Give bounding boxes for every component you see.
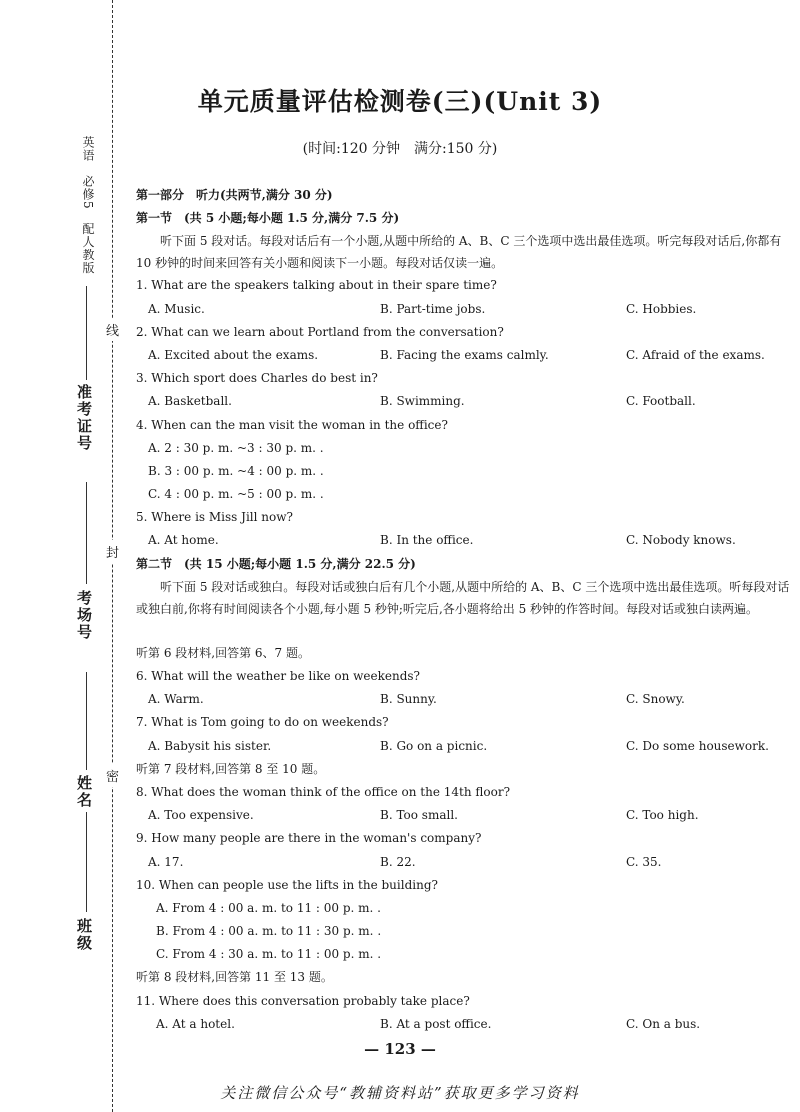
option-a[interactable]: A. From 4 : 00 a. m. to 11 : 00 p. m. . bbox=[156, 900, 381, 915]
option-c[interactable]: C. 4 : 00 p. m. ~5 : 00 p. m. . bbox=[148, 487, 324, 502]
option-a[interactable]: A. Excited about the exams. bbox=[148, 347, 319, 362]
option-b[interactable]: B. Go on a picnic. bbox=[380, 738, 488, 753]
class-blank-line[interactable] bbox=[86, 812, 87, 912]
option-a[interactable]: A. At a hotel. bbox=[156, 1016, 235, 1031]
option-c[interactable]: C. Too high. bbox=[626, 808, 699, 823]
option-a[interactable]: A. Too expensive. bbox=[148, 808, 254, 823]
question-6-options bbox=[136, 688, 790, 711]
question-1-options bbox=[136, 298, 790, 321]
option-b[interactable]: B. Facing the exams calmly. bbox=[380, 347, 549, 362]
class-label: 班级 bbox=[75, 918, 93, 952]
option-b[interactable]: B. 22. bbox=[380, 854, 416, 869]
option-c[interactable]: C. Hobbies. bbox=[626, 301, 697, 316]
option-a[interactable]: A. Music. bbox=[148, 301, 205, 316]
option-b[interactable]: B. Swimming. bbox=[380, 394, 465, 409]
option-c[interactable]: C. On a bus. bbox=[626, 1016, 701, 1031]
room-blank-line[interactable] bbox=[86, 482, 87, 584]
exam-content bbox=[136, 184, 790, 1036]
option-c[interactable]: C. From 4 : 30 a. m. to 11 : 00 p. m. . bbox=[156, 947, 382, 962]
question-10: 10. When can people use the lifts in the building? bbox=[136, 877, 438, 892]
question-2-options bbox=[136, 344, 790, 367]
option-b[interactable]: B. Sunny. bbox=[380, 692, 437, 707]
option-c[interactable]: C. Snowy. bbox=[626, 692, 685, 707]
question-9: 9. How many people are there in the woman's company? bbox=[136, 831, 482, 846]
option-a[interactable]: A. 17. bbox=[148, 854, 184, 869]
page-title: 单元质量评估检测卷(三)(Unit 3) bbox=[197, 87, 603, 116]
option-b[interactable]: B. In the office. bbox=[380, 533, 474, 548]
room-label: 考场号 bbox=[75, 590, 93, 641]
question-11: 11. Where does this conversation probably take place? bbox=[136, 993, 470, 1008]
question-3: 3. Which sport does Charles do best in? bbox=[136, 371, 378, 386]
name-blank-line[interactable] bbox=[86, 672, 87, 770]
option-b[interactable]: B. Part-time jobs. bbox=[380, 301, 486, 316]
option-c[interactable]: C. Do some housework. bbox=[626, 738, 769, 753]
question-1: 1. What are the speakers talking about in their spare time? bbox=[136, 278, 497, 293]
question-11-options bbox=[136, 1013, 790, 1036]
material-6-note: 听第 6 段材料,回答第 6、7 题。 bbox=[136, 645, 310, 660]
option-c[interactable]: C. 35. bbox=[626, 854, 662, 869]
question-7: 7. What is Tom going to do on weekends? bbox=[136, 715, 389, 730]
option-c[interactable]: C. Afraid of the exams. bbox=[626, 347, 765, 362]
section1-heading: 第一节 (共 5 小题;每小题 1.5 分,满分 7.5 分) bbox=[136, 211, 400, 226]
question-6: 6. What will the weather be like on weekends? bbox=[136, 669, 420, 683]
option-a[interactable]: A. 2 : 30 p. m. ~3 : 30 p. m. . bbox=[148, 440, 324, 455]
footer-promo-text: 关注微信公众号“教辅资料站”获取更多学习资料 bbox=[220, 1084, 580, 1102]
name-label: 姓名 bbox=[75, 775, 93, 809]
option-a[interactable]: A. Basketball. bbox=[148, 394, 232, 409]
option-b[interactable]: B. Too small. bbox=[380, 808, 458, 823]
exam-duration: (时间:120 分钟 满分:150 分) bbox=[302, 141, 498, 157]
course-label: 英语 必修5 配人教版 bbox=[81, 136, 95, 275]
question-5-options bbox=[136, 529, 790, 552]
question-3-options bbox=[136, 390, 790, 413]
option-c[interactable]: C. Football. bbox=[626, 394, 696, 409]
material-7-note: 听第 7 段材料,回答第 8 至 10 题。 bbox=[136, 761, 326, 776]
option-b[interactable]: B. At a post office. bbox=[380, 1016, 492, 1031]
seal-mi: 密 bbox=[106, 764, 119, 787]
question-9-options bbox=[136, 851, 790, 874]
section1-instructions: 听下面 5 段对话。每段对话后有一个小题,从题中所给的 A、B、C 三个选项中选出最佳选项。听完每段对话后,你都有 10 秒钟的时间来回答有关小题和阅读下一小题。每段对话仅读一遍。 bbox=[136, 234, 782, 271]
section2-heading: 第二节 (共 15 小题;每小题 1.5 分,满分 22.5 分) bbox=[136, 556, 416, 571]
exam-id-label: 准考证号 bbox=[75, 384, 93, 452]
exam-id-blank-line[interactable] bbox=[86, 286, 87, 380]
material-8-note: 听第 8 段材料,回答第 11 至 13 题。 bbox=[136, 970, 333, 985]
question-8-options bbox=[136, 804, 790, 827]
option-a[interactable]: A. At home. bbox=[148, 533, 219, 548]
page-number: — 123 — bbox=[364, 1040, 436, 1058]
option-b[interactable]: B. 3 : 00 p. m. ~4 : 00 p. m. . bbox=[148, 463, 324, 478]
question-8: 8. What does the woman think of the office on the 14th floor? bbox=[136, 784, 511, 799]
question-4: 4. When can the man visit the woman in the office? bbox=[136, 417, 448, 432]
seal-xian: 线 bbox=[106, 318, 119, 341]
seal-feng: 封 bbox=[106, 540, 119, 563]
question-5: 5. Where is Miss Jill now? bbox=[136, 510, 293, 525]
question-2: 2. What can we learn about Portland from the conversation? bbox=[136, 324, 504, 339]
section2-instructions: 听下面 5 段对话或独白。每段对话或独白后有几个小题,从题中所给的 A、B、C 三个选项中选出最佳选项。听每段对话或独白前,你将有时间阅读各个小题,每小题 5 秒钟;听完后,各小题将给出 5 秒钟的作答时间。每段对话或独白读两遍。 bbox=[136, 579, 790, 616]
question-7-options bbox=[136, 735, 790, 758]
option-a[interactable]: A. Babysit his sister. bbox=[148, 738, 272, 753]
part-heading: 第一部分 听力(共两节,满分 30 分) bbox=[136, 188, 333, 202]
option-a[interactable]: A. Warm. bbox=[148, 692, 204, 707]
option-b[interactable]: B. From 4 : 00 a. m. to 11 : 30 p. m. . bbox=[156, 924, 382, 939]
option-c[interactable]: C. Nobody knows. bbox=[626, 533, 736, 548]
